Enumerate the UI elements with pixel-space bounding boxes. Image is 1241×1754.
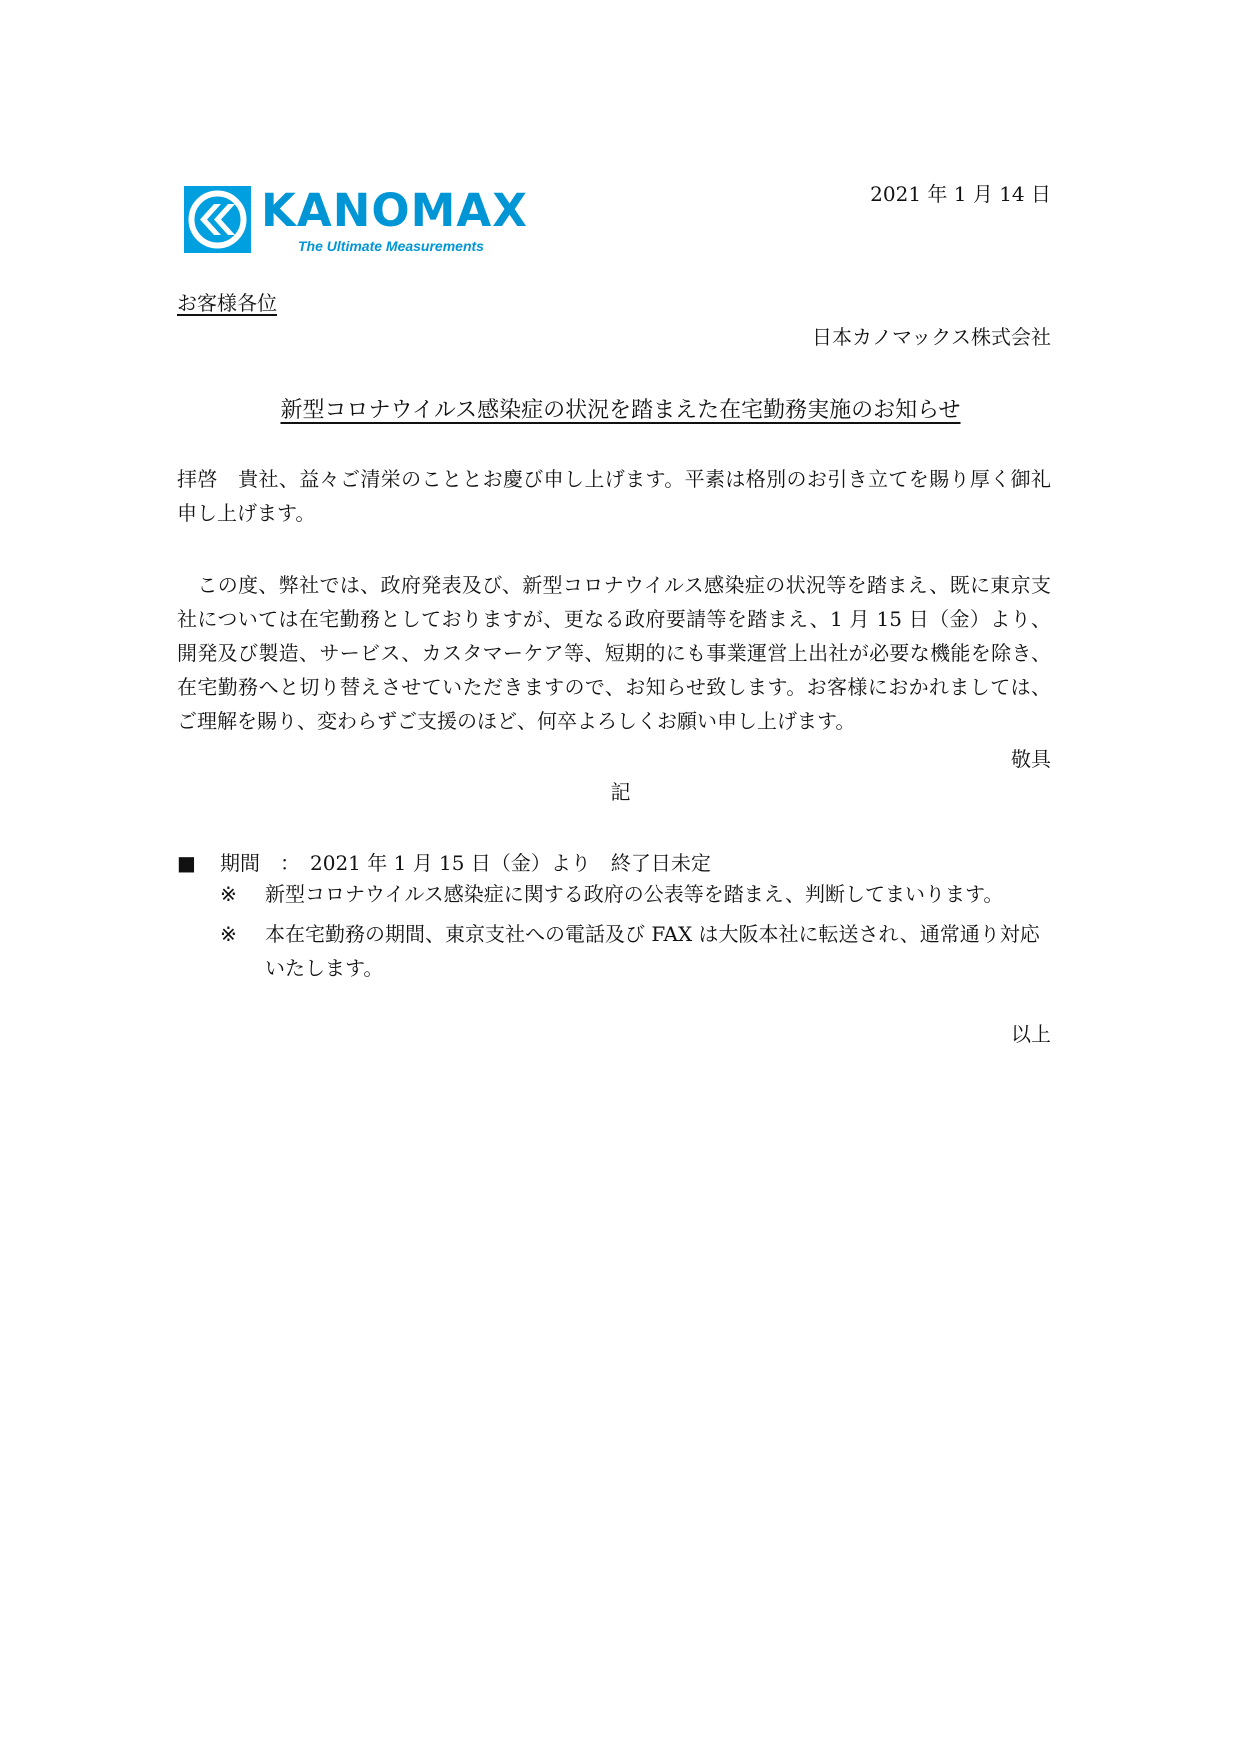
ki-heading: 記 (610, 780, 631, 804)
logo-wordmark: KANOMAX (261, 184, 528, 237)
notice-title: 新型コロナウイルス感染症の状況を踏まえた在宅勤務実施のお知らせ (280, 398, 961, 423)
period-text: 期間 ： 2021 年 1 月 15 日（金）より 終了日未定 (220, 851, 711, 875)
reference-mark: ※ (220, 882, 237, 906)
recipient: お客様各位 (177, 291, 277, 315)
body-paragraph: この度、弊社では、政府発表及び、新型コロナウイルス感染症の状況等を踏まえ、既に東京支社については在宅勤務としておりますが、更なる政府要請等を踏まえ、1 月 15 日（金）より、開発及び製造、サービス、カスタマーケア等、短期的にも事業運営上出社が必要な機能を除き、在宅勤務へと切り替えさせていただきますので、お知らせ致します。お客様におかれましては、ご理解を賜り、変わらずご支援のほど、何卒よろしくお願い申し上げます。 (177, 573, 1051, 733)
closing-word: 敬具 (1011, 747, 1051, 771)
company-logo (184, 184, 528, 256)
reference-mark: ※ (220, 922, 237, 946)
note-text: 本在宅勤務の期間、東京支社への電話及び FAX は大阪本社に転送され、通常通り対応いたします。 (265, 922, 1040, 980)
bullet-square-icon: ■ (177, 851, 196, 875)
sender-company: 日本カノマックス株式会社 (812, 325, 1051, 349)
logo-tagline: The Ultimate Measurements (298, 238, 484, 254)
document-date: 2021 年 1 月 14 日 (870, 182, 1051, 206)
greeting-paragraph: 拝啓 貴社、益々ご清栄のこととお慶び申し上げます。平素は格別のお引き立てを賜り厚く御礼申し上げます。 (177, 467, 1051, 525)
kanomax-chevron-icon (184, 186, 251, 253)
note-text: 新型コロナウイルス感染症に関する政府の公表等を踏まえ、判断してまいります。 (265, 882, 1004, 906)
end-word: 以上 (1011, 1022, 1051, 1046)
